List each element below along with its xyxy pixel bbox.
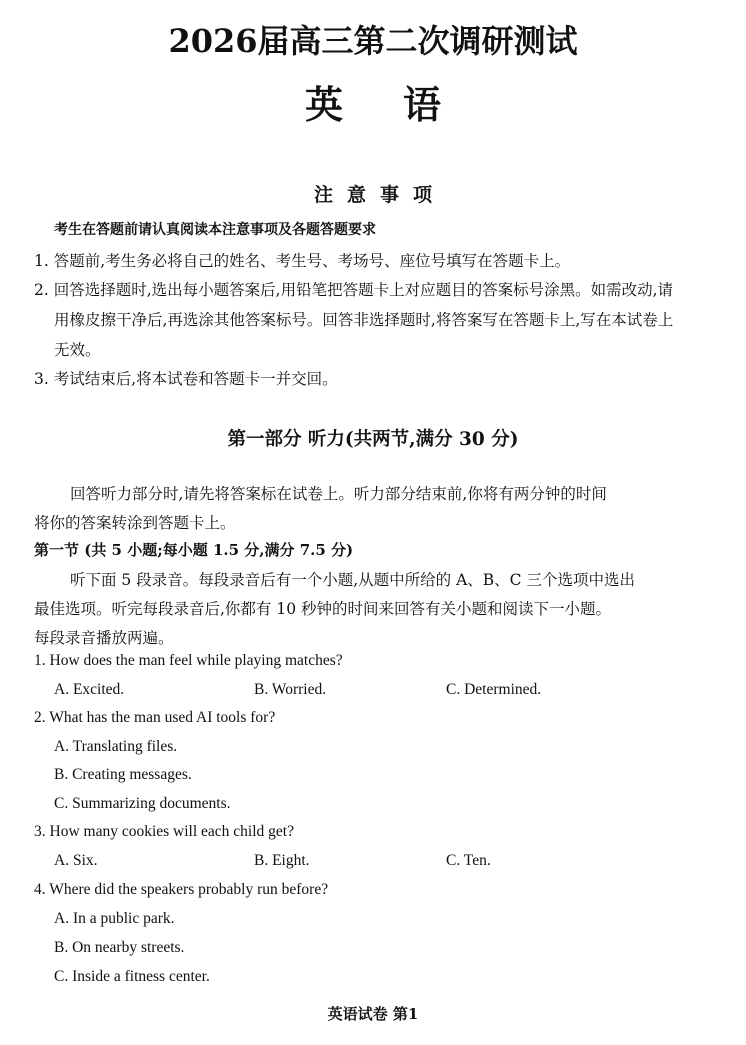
question-3-option-a: A. Six. (54, 852, 98, 869)
question-4-option-a: A. In a public park. (54, 910, 175, 927)
notice-item-1: 1. 答题前,考生务必将自己的姓名、考生号、考场号、座位号填写在答题卡上。 (34, 252, 571, 270)
question-4: 4. Where did the speakers probably run before? (34, 881, 329, 898)
question-2-option-b: B. Creating messages. (54, 766, 192, 783)
question-4-option-c: C. Inside a fitness center. (54, 968, 210, 985)
notice-title: 注意事项 (313, 184, 446, 206)
section1-instruction-line-3: 每段录音播放两遍。 (34, 629, 174, 647)
part1-instruction-line-1: 回答听力部分时,请先将答案标在试卷上。听力部分结束前,你将有两分钟的时间 (70, 485, 607, 503)
question-1-option-c: C. Determined. (446, 681, 542, 698)
page-footer: 英语试卷 第1 (327, 1005, 419, 1023)
section1-instruction-line-1: 听下面 5 段录音。每段录音后有一个小题,从题中所给的 A、B、C 三个选项中选出 (70, 571, 635, 589)
section1-instruction-line-2: 最佳选项。听完每段录音后,你都有 10 秒钟的时间来回答有关小题和阅读下一小题。 (34, 600, 612, 618)
notice-item-3: 3. 考试结束后,将本试卷和答题卡一并交回。 (34, 370, 338, 388)
notice-item-2-line-3: 无效。 (54, 341, 101, 359)
notice-item-2-line-1: 2. 回答选择题时,选出每小题答案后,用铅笔把答题卡上对应题目的答案标号涂黑。如需改动,请 (34, 281, 673, 299)
question-4-option-b: B. On nearby streets. (54, 939, 185, 956)
notice-item-2-line-2: 用橡皮擦干净后,再选涂其他答案标号。回答非选择题时,将答案写在答题卡上,写在本试卷上 (54, 311, 674, 329)
question-1: 1. How does the man feel while playing matches? (34, 652, 343, 669)
question-1-option-b: B. Worried. (254, 681, 327, 698)
question-2-option-c: C. Summarizing documents. (54, 795, 231, 812)
question-1-option-a: A. Excited. (54, 681, 125, 698)
question-3: 3. How many cookies will each child get? (34, 823, 294, 840)
notice-intro: 考生在答题前请认真阅读本注意事项及各题答题要求 (54, 222, 376, 238)
question-3-option-b: B. Eight. (254, 852, 310, 869)
question-2-option-a: A. Translating files. (54, 738, 178, 755)
part1-instruction-line-2: 将你的答案转涂到答题卡上。 (34, 514, 236, 532)
subject-title: 英语 (304, 82, 501, 127)
section1-heading: 第一节 (共 5 小题;每小题 1.5 分,满分 7.5 分) (34, 541, 354, 559)
question-2: 2. What has the man used AI tools for? (34, 709, 276, 726)
part1-title: 第一部分 听力(共两节,满分 30 分) (227, 429, 519, 450)
question-3-option-c: C. Ten. (446, 852, 491, 869)
exam-title: 2026届高三第二次调研测试 (168, 22, 578, 60)
